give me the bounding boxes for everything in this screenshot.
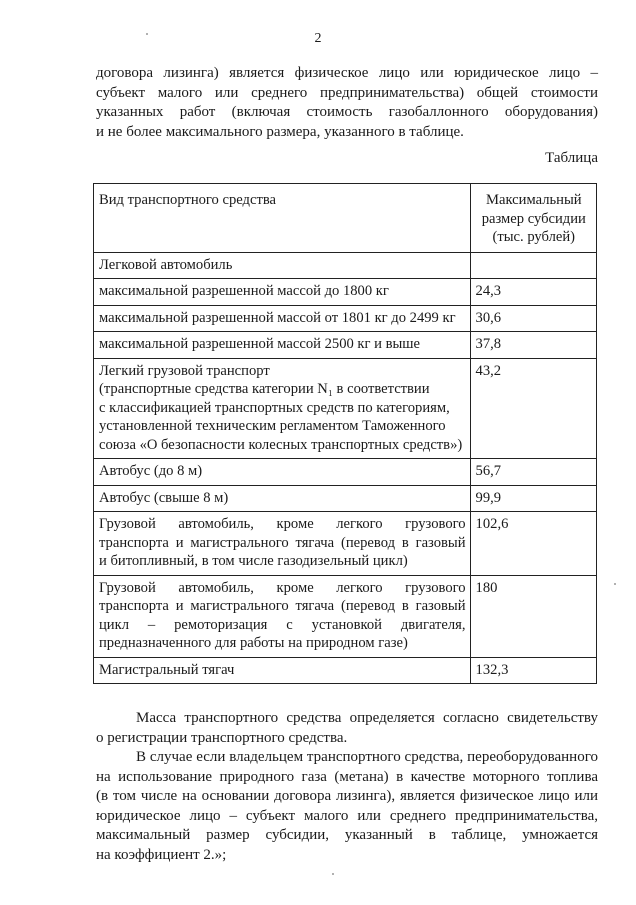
header-value-cell: [470, 184, 596, 253]
table-header-row: [94, 184, 597, 253]
vehicle-type-cell: [94, 459, 471, 486]
vehicle-type-line: Автобус (до 8 м): [99, 463, 203, 479]
vehicle-type-cell: [94, 657, 471, 684]
intro-line: субъект малого или среднего предпринимательства) общей стоимости: [96, 84, 598, 101]
vehicle-type-line: максимальной разрешенной массой до 1800 кг: [99, 283, 389, 299]
vehicle-type-line: Автобус (свыше 8 м): [99, 489, 229, 506]
subsidy-value-cell: 180: [470, 575, 596, 657]
table-row: [94, 279, 597, 306]
vehicle-type-line: с классификацией транспортных средств по категориям,: [99, 399, 450, 416]
intro-paragraph: [96, 64, 598, 142]
vehicle-type-cell: [94, 485, 471, 512]
vehicle-type-cell: [94, 279, 471, 306]
vehicle-type-line: Легковой автомобиль: [99, 256, 233, 273]
subsidy-value-cell: 99,9: [470, 485, 596, 512]
intro-line: и не более максимального размера, указанного в таблице.: [96, 123, 464, 140]
table-body: [94, 252, 597, 684]
vehicle-type-cell: [94, 575, 471, 657]
closing-line: на коэффициент 2.»;: [96, 846, 227, 863]
vehicle-type-line: максимальной разрешенной массой от 1801 кг до 2499 кг: [99, 309, 456, 326]
intro-line: указанных работ (включая стоимость газобаллонного оборудования): [96, 104, 598, 120]
vehicle-type-line: Грузовой автомобиль, кроме легкого грузового: [99, 516, 466, 532]
subsidy-value-cell: 30,6: [470, 305, 596, 332]
table-row: [94, 485, 597, 512]
closing-line: В случае если владельцем транспортного средства, переоборудованного: [136, 749, 598, 765]
page-number: 2: [314, 31, 322, 46]
subsidy-value-cell: 102,6: [470, 512, 596, 576]
header-value-line: (тыс. рублей): [492, 229, 576, 245]
subsidy-value-cell: 132,3: [470, 657, 596, 684]
vehicle-type-line: Магистральный тягач: [99, 661, 235, 678]
vehicle-type-line: Грузовой автомобиль, кроме легкого грузового: [99, 579, 466, 596]
table-row: [94, 575, 597, 657]
closing-line: Масса транспортного средства определяется согласно свидетельству: [136, 710, 598, 726]
subsidy-value-cell: 56,7: [470, 459, 596, 486]
table-row: [94, 657, 597, 684]
vehicle-type-line: максимальной разрешенной массой 2500 кг и выше: [99, 336, 421, 352]
closing-line: на использование природного газа (метана) в качестве моторного топлива: [96, 768, 598, 785]
vehicle-type-line: (транспортные средства категории N₁ в соответствии: [99, 381, 430, 397]
vehicle-type-line: союза «О безопасности колесных транспортных средств»): [99, 436, 463, 453]
vehicle-type-line: цикл – ремоторизация с установкой двигателя,: [99, 616, 466, 633]
vehicle-type-line: транспорта и магистрального тягача (перевод в газовый: [99, 534, 466, 551]
closing-line: (в том числе на основании договора лизинга), является физическое лицо или: [96, 788, 598, 804]
scan-speck: [146, 33, 148, 35]
header-type-cell: Вид транспортного средства: [94, 184, 471, 253]
table-caption: Таблица: [545, 150, 598, 166]
scan-speck: [614, 583, 616, 585]
header-value-line: размер субсидии: [481, 210, 586, 227]
vehicle-type-cell: [94, 305, 471, 332]
closing-line: юридическое лицо – субъект малого или среднего предпринимательства,: [96, 807, 598, 824]
scan-speck: [332, 873, 334, 875]
vehicle-type-cell: [94, 512, 471, 576]
subsidy-value-cell: 37,8: [470, 332, 596, 359]
closing-line: максимальный размер субсидии, указанный в таблице, умножается: [96, 827, 598, 843]
table-row: [94, 512, 597, 576]
vehicle-type-cell: [94, 252, 471, 279]
vehicle-type-line: Легкий грузовой транспорт: [99, 362, 270, 379]
table-row: [94, 459, 597, 486]
closing-line: о регистрации транспортного средства.: [96, 729, 348, 746]
subsidy-value-cell: 43,2: [470, 358, 596, 459]
vehicle-type-line: транспорта и магистрального тягача (перевод в газовый: [99, 598, 466, 614]
subsidy-value-cell: [470, 252, 596, 279]
closing-paragraph-1: [96, 709, 598, 748]
vehicle-type-line: и битопливный, в том числе газодизельный цикл): [99, 553, 408, 569]
table-row: [94, 252, 597, 279]
table-row: [94, 305, 597, 332]
vehicle-type-cell: [94, 332, 471, 359]
subsidy-value-cell: 24,3: [470, 279, 596, 306]
vehicle-type-cell: [94, 358, 471, 459]
header-value-line: Максимальный: [485, 192, 582, 208]
vehicle-type-line: предназначенного для работы на природном газе): [99, 635, 408, 651]
intro-line: договора лизинга) является физическое лицо или юридическое лицо –: [96, 65, 598, 81]
table-row: [94, 332, 597, 359]
closing-paragraph-2: [96, 748, 598, 865]
vehicle-type-line: установленной техническим регламентом Таможенного: [99, 418, 446, 434]
table-row: [94, 358, 597, 459]
subsidy-table: [93, 183, 597, 684]
